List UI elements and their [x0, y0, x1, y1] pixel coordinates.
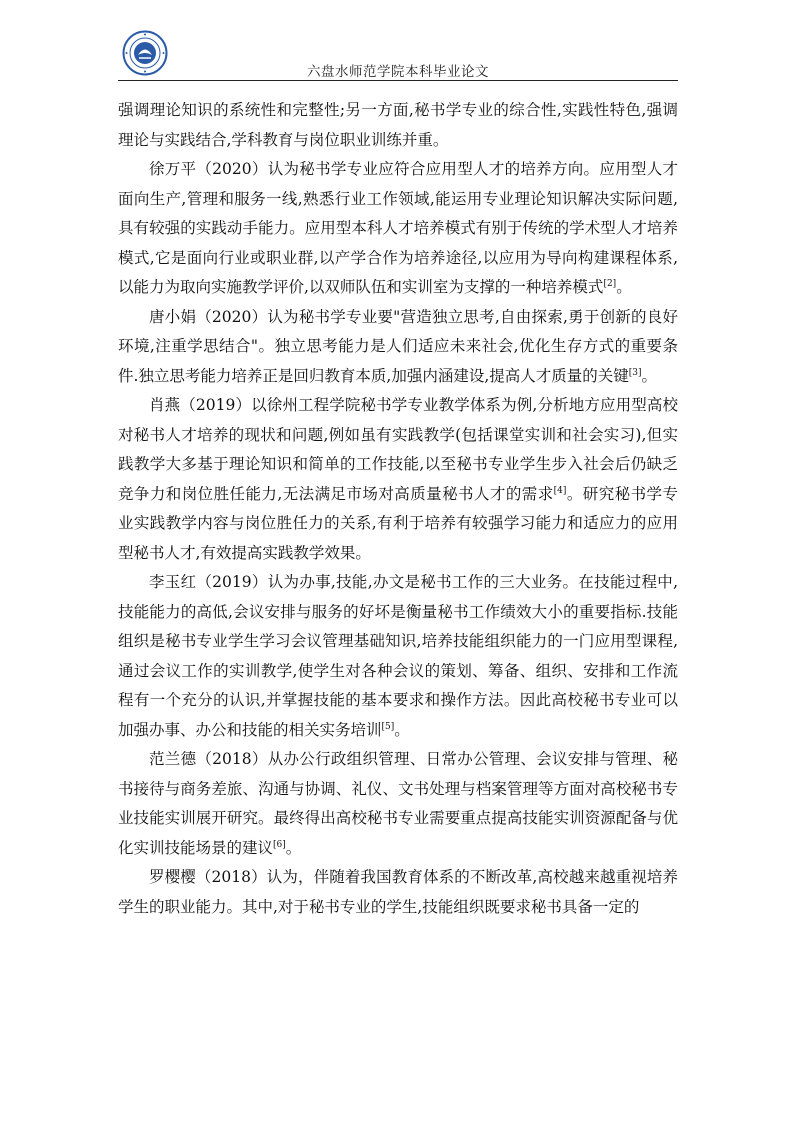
- citation-ref: [3]: [628, 367, 642, 378]
- paragraph: 罗樱樱（2018）认为，伴随着我国教育体系的不断改革,高校越来越重视培养学生的职业能力。其中,对于秘书专业的学生,技能组织既要求秘书具备一定的: [118, 868, 678, 916]
- paragraph: 唐小娟（2020）认为秘书学专业要"营造独立思考,自由探索,勇于创新的良好环境,注重学思结合"。独立思考能力是人们适应未来社会,优化生存方式的重要条件.独立思考能力培养正是回归教育本质,加强内涵建设,提高人才质量的关键[3]。: [118, 307, 678, 385]
- paragraph: 徐万平（2020）认为秘书学专业应符合应用型人才的培养方向。应用型人才面向生产,管理和服务一线,熟悉行业工作领域,能运用专业理论知识解决实际问题,具有较强的实践动手能力。应用型本科人才培养模式有别于传统的学术型人才培养模式,它是面向行业或职业群,以产学合作为培养途径,以应用为导向构建课程体系,以能力为取向实施教学评价,以双师队伍和实训室为支撑的一种培养模式[2]。: [118, 160, 678, 296]
- header-title: 六盘水师范学院本科毕业论文: [307, 64, 489, 80]
- page-header: [118, 28, 678, 81]
- citation-ref: [4]: [553, 485, 567, 496]
- citation-ref: [5]: [381, 721, 395, 732]
- paragraph: 肖燕（2019）以徐州工程学院秘书学专业教学体系为例,分析地方应用型高校对秘书人才培养的现状和问题,例如虽有实践教学(包括课堂实训和社会实习),但实践教学大多基于理论知识和简单的工作技能,以至秘书专业学生步入社会后仍缺乏竞争力和岗位胜任能力,无法满足市场对高质量秘书人才的需求[4]。研究秘书学专业实践教学内容与岗位胜任力的关系,有利于培养有较强学习能力和适应力的应用型秘书人才,有效提高实践教学效果。: [118, 396, 678, 562]
- citation-ref: [2]: [603, 279, 617, 289]
- paragraph: 李玉红（2019）认为办事,技能,办文是秘书工作的三大业务。在技能过程中,技能能力的高低,会议安排与服务的好坏是衡量秘书工作绩效大小的重要指标.技能组织是秘书专业学生学习会议管理基础知识,培养技能组织能力的一门应用型课程,通过会议工作的实训教学,使学生对各种会议的策划、筹备、组织、安排和工作流程有一个充分的认识,并掌握技能的基本要求和操作方法。因此高校秘书专业可以加强办事、办公和技能的相关实务培训[5]。: [118, 573, 678, 739]
- citation-ref: [6]: [273, 839, 286, 850]
- paragraph: 范兰德（2018）从办公行政组织管理、日常办公管理、会议安排与管理、秘书接待与商务差旅、沟通与协调、礼仪、文书处理与档案管理等方面对高校秘书专业技能实训展开研究。最终得出高校秘书专业需要重点提高技能实训资源配备与优化实训技能场景的建议[6]。: [118, 750, 678, 857]
- paragraph-continuation: 强调理论知识的系统性和完整性;另一方面,秘书学专业的综合性,实践性特色,强调理论与实践结合,学科教育与岗位职业训练并重。: [118, 101, 678, 149]
- body-text: [118, 96, 678, 922]
